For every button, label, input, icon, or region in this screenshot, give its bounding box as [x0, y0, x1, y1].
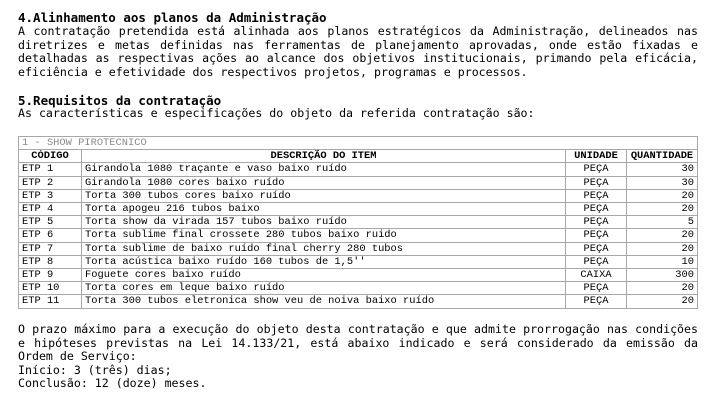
cell-quantity: 5 — [627, 216, 698, 229]
cell-description: Girandola 1080 cores baixo ruído — [82, 176, 566, 189]
table-row — [19, 255, 698, 268]
cell-code: ETP 1 — [19, 163, 82, 176]
header-unit: UNIDADE — [566, 150, 627, 163]
paragraph-line: detalhadas as respectivas ações ao alcance dos objetivos institucionais, primando pela eficácia, — [18, 51, 698, 66]
cell-unit: PEÇA — [566, 282, 627, 295]
cell-description: Torta sublime final crossete 280 tubos baixo ruido — [82, 229, 566, 242]
table-row — [19, 242, 698, 255]
cell-quantity: 20 — [627, 229, 698, 242]
paragraph-line: A contratação pretendida está alinhada aos planos estratégicos da Administração, delineados nas — [18, 24, 698, 38]
cell-quantity: 20 — [627, 242, 698, 255]
section-4-title: 4.Alinhamento aos planos da Administração — [18, 10, 327, 25]
cell-code: ETP 11 — [19, 295, 82, 308]
items-table — [18, 136, 698, 309]
cell-quantity: 20 — [627, 282, 698, 295]
cell-quantity: 30 — [627, 163, 698, 176]
cell-unit: PEÇA — [566, 203, 627, 216]
section-5-title: 5.Requisitos da contratação — [18, 93, 222, 108]
table-row — [19, 189, 698, 202]
cell-unit: PEÇA — [566, 163, 627, 176]
cell-code: ETP 10 — [19, 282, 82, 295]
cell-quantity: 30 — [627, 176, 698, 189]
section-4-paragraph — [18, 25, 698, 79]
cell-description: Torta acústica baixo ruído 160 tubos de 1,5'' — [82, 255, 566, 268]
section-5-intro: As características e especificações do objeto da referida contratação são: — [18, 106, 535, 120]
table-row — [19, 216, 698, 229]
cell-quantity: 20 — [627, 189, 698, 202]
header-description: DESCRIÇÃO DO ITEM — [82, 150, 566, 163]
cell-unit: PEÇA — [566, 295, 627, 308]
cell-unit: PEÇA — [566, 176, 627, 189]
cell-quantity: 20 — [627, 203, 698, 216]
cell-code: ETP 4 — [19, 203, 82, 216]
deadline-start: Início: 3 (três) dias; — [18, 362, 172, 377]
paragraph-line: O prazo máximo para a execução do objeto desta contratação e que admite prorrogação nas condições — [18, 322, 698, 336]
cell-quantity: 10 — [627, 255, 698, 268]
cell-code: ETP 2 — [19, 176, 82, 189]
cell-unit: PEÇA — [566, 216, 627, 229]
cell-code: ETP 9 — [19, 269, 82, 282]
cell-description: Torta cores em leque baixo ruído — [82, 282, 566, 295]
table-row — [19, 176, 698, 189]
cell-description: Girandola 1080 traçante e vaso baixo ruído — [82, 163, 566, 176]
paragraph-line: e hipóteses previstas na Lei 14.133/21, está abaixo indicado e será considerado da emissão da — [18, 335, 698, 350]
group-label: 1 - SHOW PIROTECNICO — [19, 137, 698, 150]
cell-code: ETP 8 — [19, 255, 82, 268]
cell-unit: PEÇA — [566, 255, 627, 268]
table-row — [19, 229, 698, 242]
cell-unit: PEÇA — [566, 242, 627, 255]
table-row — [19, 269, 698, 282]
header-quantity: QUANTIDADE — [627, 150, 698, 163]
table-row — [19, 282, 698, 295]
paragraph-line: diretrizes e metas definidas nas ferramentas de planejamento aprovadas, onde estão fixadas e — [18, 37, 698, 52]
cell-code: ETP 5 — [19, 216, 82, 229]
table-row — [19, 163, 698, 176]
paragraph-line: eficiência e efetividade dos respectivos projetos, programas e processos. — [18, 64, 528, 79]
paragraph-line: Ordem de Serviço: — [18, 349, 137, 364]
cell-code: ETP 7 — [19, 242, 82, 255]
deadline-paragraph — [18, 323, 698, 391]
cell-description: Torta apogeu 216 tubos baixo — [82, 203, 566, 216]
table-group-row — [19, 137, 698, 150]
cell-code: ETP 6 — [19, 229, 82, 242]
cell-description: Torta 300 tubos eletronica show veu de noiva baixo ruído — [82, 295, 566, 308]
cell-description: Foguete cores baixo ruído — [82, 269, 566, 282]
table-header-row — [19, 150, 698, 163]
cell-description: Torta sublime de baixo ruído final cherry 280 tubos — [82, 242, 566, 255]
table-row — [19, 203, 698, 216]
cell-description: Torta 300 tubos cores baixo ruído — [82, 189, 566, 202]
cell-quantity: 20 — [627, 295, 698, 308]
cell-description: Torta show da virada 157 tubos baixo ruído — [82, 216, 566, 229]
cell-unit: PEÇA — [566, 229, 627, 242]
header-code: CÓDIGO — [19, 150, 82, 163]
cell-unit: CAIXA — [566, 269, 627, 282]
cell-quantity: 300 — [627, 269, 698, 282]
cell-unit: PEÇA — [566, 189, 627, 202]
table-row — [19, 295, 698, 308]
cell-code: ETP 3 — [19, 189, 82, 202]
deadline-end: Conclusão: 12 (doze) meses. — [18, 376, 207, 391]
